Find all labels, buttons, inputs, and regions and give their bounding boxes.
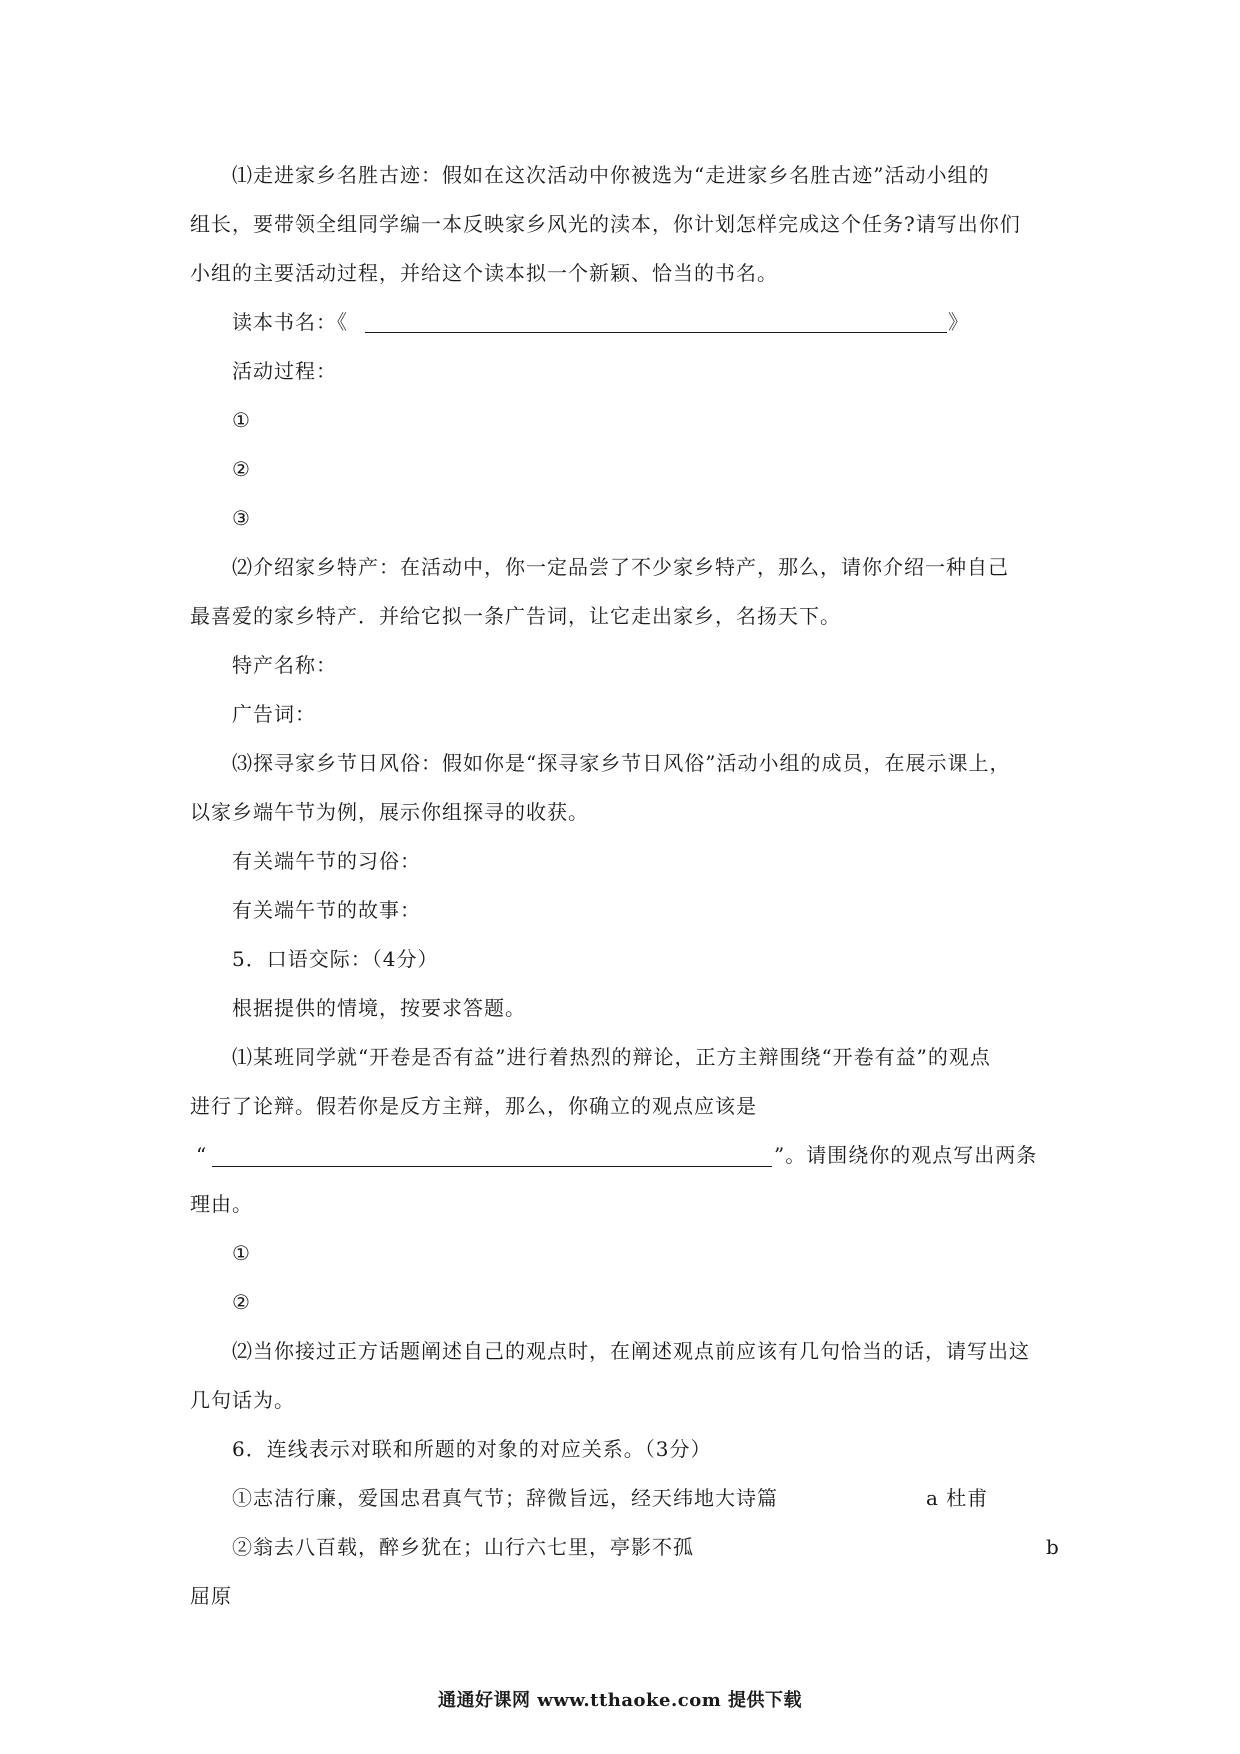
reason-2: ②	[232, 1290, 251, 1314]
q4-3-line1: ⑶探寻家乡节日风俗：假如你是“探寻家乡节日风俗”活动小组的成员，在展示课上，	[232, 751, 1011, 775]
festival-story-label: 有关端午节的故事：	[232, 898, 421, 922]
target-b-letter: b	[1046, 1535, 1060, 1559]
q4-3-line2: 以家乡端午节为例，展示你组探寻的收获。	[190, 800, 589, 824]
festival-custom-label: 有关端午节的习俗：	[232, 849, 421, 873]
product-name-label: 特产名称：	[232, 653, 337, 677]
q4-2-line2: 最喜爱的家乡特产．并给它拟一条广告词，让它走出家乡，名扬天下。	[190, 604, 841, 628]
q4-2-line1: ⑵介绍家乡特产：在活动中，你一定品尝了不少家乡特产，那么，请你介绍一种自己	[232, 555, 1009, 579]
viewpoint-quote-close: ”。请围绕你的观点写出两条	[774, 1143, 1038, 1167]
viewpoint-quote-open: “	[196, 1143, 208, 1167]
couplet-1: ①志洁行廉，爱国忠君真气节；辞微旨远，经天纬地大诗篇	[232, 1486, 778, 1510]
footer-download-notice: 通通好课网 www.tthaoke.com 提供下载	[437, 1690, 803, 1711]
q4-1-line2: 组长，要带领全组同学编一本反映家乡风光的渎本，你计划怎样完成这个任务?请写出你们	[190, 212, 1021, 236]
process-step-2: ②	[232, 457, 251, 481]
book-title-close: 》	[948, 310, 969, 334]
process-step-1: ①	[232, 408, 251, 432]
process-step-3: ③	[232, 506, 251, 530]
q4-1-line3: 小组的主要活动过程，并给这个读本拟一个新颖、恰当的书名。	[190, 261, 778, 285]
section-5-instruction: 根据提供的情境，按要求答题。	[232, 996, 526, 1020]
q4-1-line1: ⑴走进家乡名胜古迹：假如在这次活动中你被选为“走进家乡名胜古迹”活动小组的	[232, 163, 990, 187]
q5-2-line1: ⑵当你接过正方话题阐述自己的观点时，在阐述观点前应该有几句恰当的话，请写出这	[232, 1339, 1030, 1363]
ad-slogan-label: 广告词：	[232, 702, 316, 726]
section-5-heading: 5．口语交际：（4分）	[232, 947, 439, 971]
couplet-2: ②翁去八百载，醉乡犹在；山行六七里，亭影不孤	[232, 1535, 694, 1559]
viewpoint-blank[interactable]	[212, 1166, 772, 1167]
q5-2-line2: 几句话为。	[190, 1388, 295, 1412]
q5-1-line4: 理由。	[190, 1192, 253, 1216]
reason-1: ①	[232, 1241, 251, 1265]
target-b-name: 屈原	[190, 1584, 232, 1608]
book-title-label: 读本书名：《	[232, 310, 348, 334]
q5-1-line1: ⑴某班同学就“开卷是否有益”进行着热烈的辩论，正方主辩围绕“开卷有益”的观点	[232, 1045, 991, 1069]
section-6-heading: 6．连线表示对联和所题的对象的对应关系。（3分）	[232, 1437, 712, 1461]
q5-1-line2: 进行了论辩。假若你是反方主辩，那么，你确立的观点应该是	[190, 1094, 757, 1118]
process-label: 活动过程：	[232, 359, 337, 383]
book-title-blank[interactable]	[365, 332, 947, 333]
target-a: a 杜甫	[926, 1486, 989, 1510]
